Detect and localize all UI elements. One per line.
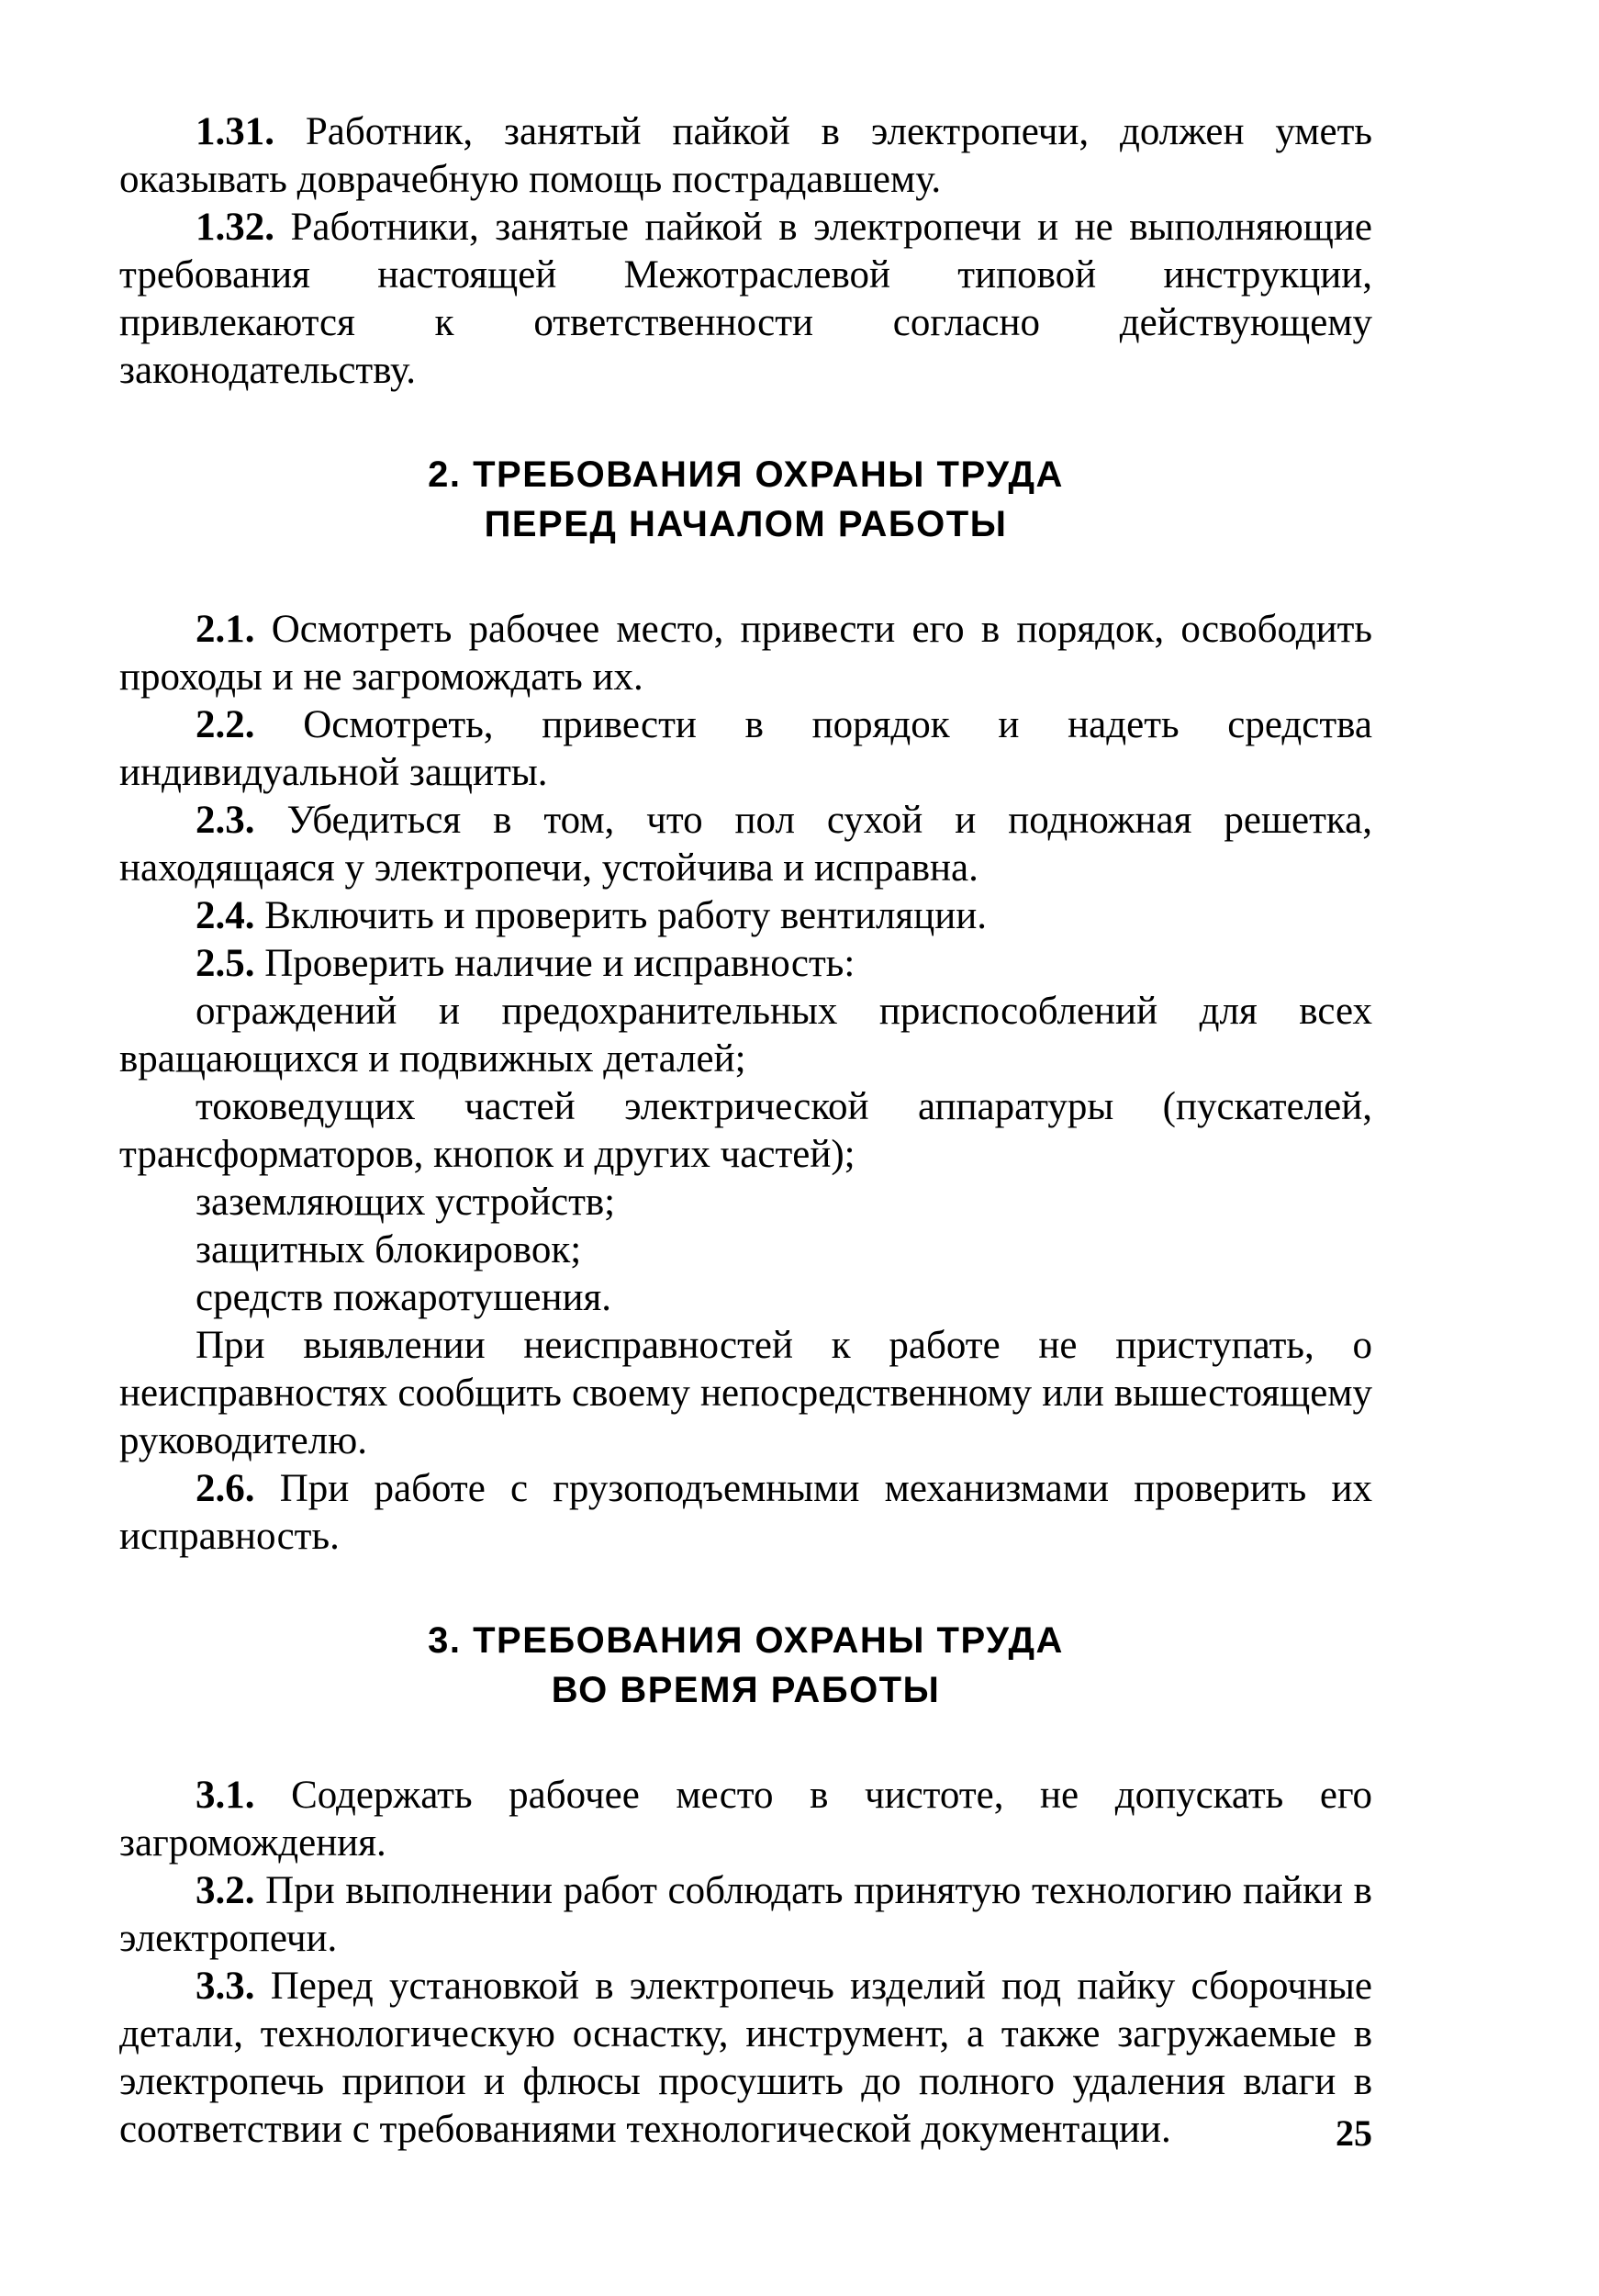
item-text: Работники, занятые пайкой в электропечи и не выполняющие требования настоящей Межотраслевой типовой инструкции, привлекаются к ответственности согласно действующему законодательству. [119,206,1372,392]
paragraph-2-6 [119,1465,1372,1561]
paragraph-2-1 [119,606,1372,701]
item-number: 3.3. [196,1965,255,2008]
list-item: заземляющих устройств; [196,1181,616,1224]
item-number: 2.5. [196,942,255,985]
item-text: Проверить наличие и исправность: [264,942,855,985]
item-number: 2.6. [196,1467,255,1510]
item-number: 3.2. [196,1869,255,1912]
list-item: токоведущих частей электрической аппаратуры (пускателей, трансформаторов, кнопок и других частей); [119,1085,1372,1176]
list-item: ограждений и предохранительных приспособлений для всех вращающихся и подвижных деталей; [119,990,1372,1081]
paragraph-2-5 [119,940,1372,988]
paragraph-2-4 [119,892,1372,940]
page-number: 25 [1336,2112,1372,2154]
list-item: средств пожаротушения. [196,1276,612,1319]
paragraph-3-1 [119,1772,1372,1867]
item-text: Убедиться в том, что пол сухой и подножная решетка, находящаяся у электропечи, устойчива и исправна. [119,799,1373,890]
paragraph-2-2 [119,701,1372,797]
item-text: Работник, занятый пайкой в электропечи, должен уметь оказывать доврачебную помощь пострадавшему. [119,110,1372,201]
page-body [119,108,1372,2154]
item-text: При работе с грузоподъемными механизмами проверить их исправность. [119,1467,1372,1558]
item-text: Перед установкой в электропечь изделий под пайку сборочные детали, технологическую оснастку, инструмент, а также загружаемые в электропечь припои и флюсы просушить до полного удаления влаги в соответствии с требованиями технологической документации. [119,1965,1373,2151]
section-3-title-line-2: ВО ВРЕМЯ РАБОТЫ [551,1670,941,1710]
section-3-heading [119,1616,1372,1715]
item-text: Осмотреть, привести в порядок и надеть средства индивидуальной защиты. [119,703,1372,794]
section-3-title-line-1: 3. ТРЕБОВАНИЯ ОХРАНЫ ТРУДА [428,1620,1064,1661]
paragraph-note: При выявлении неисправностей к работе не приступать, о неисправностях сообщить своему непосредственному или вышестоящему руководителю. [119,1324,1372,1462]
item-text: Содержать рабочее место в чистоте, не допускать его загромождения. [119,1774,1373,1865]
paragraph-1-32 [119,204,1372,395]
item-text: Осмотреть рабочее место, привести его в порядок, освободить проходы и не загромождать их. [119,608,1373,699]
section-2-title-line-2: ПЕРЕД НАЧАЛОМ РАБОТЫ [484,504,1008,544]
item-text: При выполнении работ соблюдать принятую технологию пайки в электропечи. [119,1869,1372,1960]
item-number: 2.3. [196,799,255,842]
paragraph-1-31 [119,108,1372,204]
paragraph-3-3 [119,1963,1372,2154]
paragraph-3-2 [119,1867,1372,1963]
section-2-heading [119,450,1372,549]
section-2-title-line-1: 2. ТРЕБОВАНИЯ ОХРАНЫ ТРУДА [428,454,1064,495]
item-number: 1.31. [196,110,274,153]
item-number: 2.4. [196,894,255,937]
item-number: 1.32. [196,206,274,249]
item-text: Включить и проверить работу вентиляции. [264,894,987,937]
item-number: 2.1. [196,608,255,651]
paragraph-2-3 [119,797,1372,892]
item-number: 3.1. [196,1774,255,1817]
list-item: защитных блокировок; [196,1228,582,1271]
item-number: 2.2. [196,703,255,746]
